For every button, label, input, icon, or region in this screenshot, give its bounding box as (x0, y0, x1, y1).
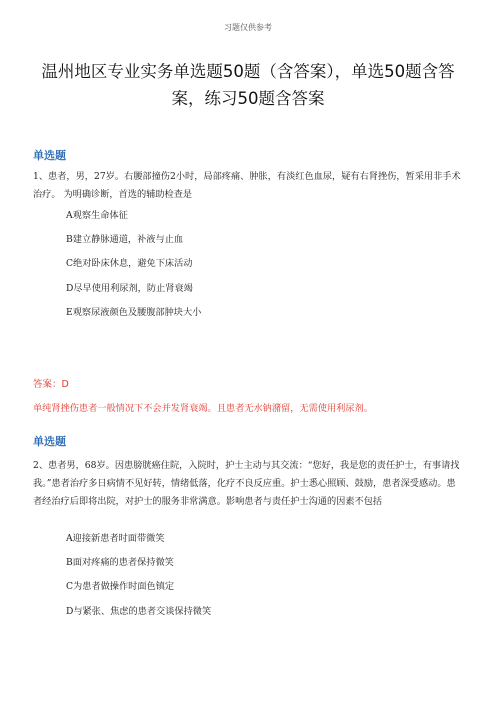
option-d: D与紧张、焦虑的患者交谈保持微笑 (66, 605, 212, 617)
answer-label: 答案：D (33, 379, 69, 390)
option-e: E观察尿液颜色及腰腹部肿块大小 (66, 306, 202, 318)
option-a: A观察生命体征 (66, 210, 128, 221)
header-note: 习题仅供参考 (224, 23, 272, 32)
question-stem: 1、患者，男，27岁。右腰部撞伤2小时，局部疼痛、肿胀，有淡红色血尿，疑有右肾挫伤，暂采用非手术治疗。 为明确诊断，首选的辅助检查是 (33, 171, 461, 200)
document-title: 温州地区专业实务单选题50题（含答案），单选50题含答案，练习50题含答案 (41, 62, 455, 108)
option-c: C为患者做操作时面色镇定 (66, 581, 175, 593)
option-b: B面对疼痛的患者保持微笑 (66, 557, 174, 569)
question-type-heading: 单选题 (33, 435, 66, 448)
option-list (66, 530, 211, 627)
answer-explanation: 单纯肾挫伤患者一般情况下不会并发肾衰竭。且患者无水钠潴留，无需使用利尿剂。 (33, 403, 373, 414)
option-d: D尽早使用利尿剂，防止肾衰竭 (66, 282, 193, 294)
option-list (66, 207, 201, 328)
option-c: C绝对卧床休息，避免下床活动 (66, 258, 193, 270)
question-type-heading: 单选题 (33, 149, 66, 162)
question-stem: 2、患者男，68岁。因患膀胱癌住院，入院时，护士主动与其交流：“您好，我是您的责任护士，有事请找我。”患者治疗多日病情不见好转，情绪低落，化疗不良反应重。护士悉心照顾、鼓励，患者深受感动。患者经治疗后即将出院，对护士的服务非常满意。影响患者与责任护士沟通的因素不包括 (33, 460, 460, 507)
option-b: B建立静脉通道，补液与止血 (66, 234, 184, 246)
option-a: A迎接新患者时面带微笑 (66, 533, 165, 544)
